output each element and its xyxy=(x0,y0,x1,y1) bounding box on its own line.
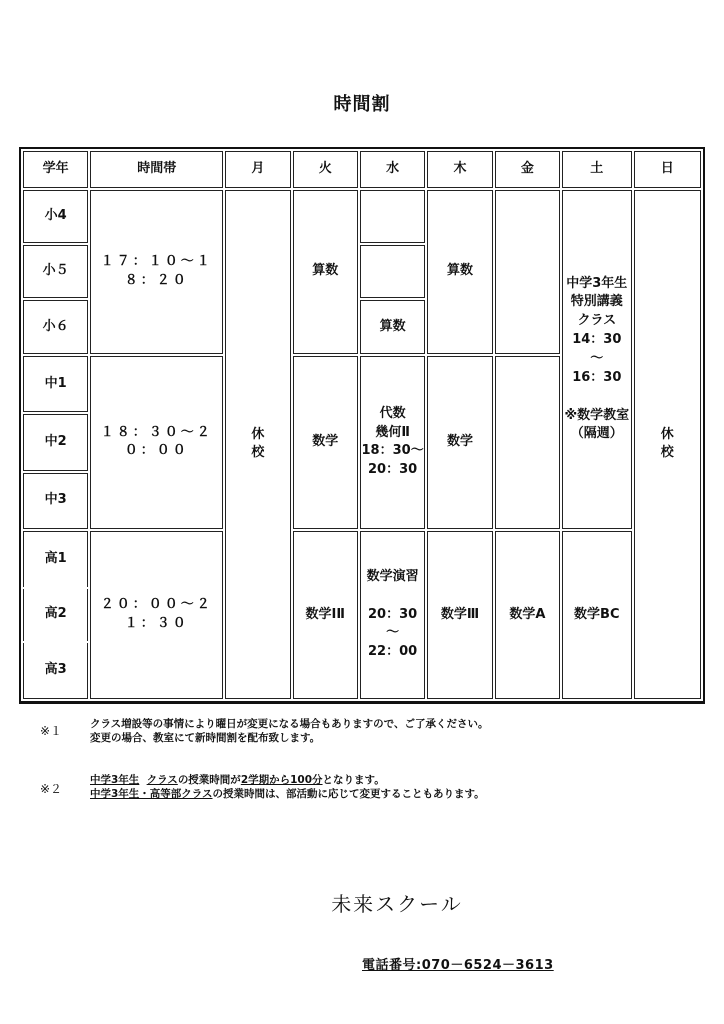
sunday-closed: 休 校 xyxy=(634,190,701,699)
sat-special: 中学3年生 特別講義 クラス 14：30 ～ 16：30 ※数学教室 （隔週） xyxy=(562,190,631,529)
monday-closed: 休 校 xyxy=(225,190,290,699)
time-elementary: １７：１０～１８：２０ xyxy=(90,190,223,354)
note-2-text: の授業時間が xyxy=(177,774,241,786)
grade-cell: 中3 xyxy=(23,473,88,529)
note-2-text: 中学3年生・高等部クラス xyxy=(90,788,213,801)
phone-number: 電話番号:070－6524－3613 xyxy=(362,958,554,973)
high-thu: 数学Ⅲ xyxy=(427,531,492,699)
elem-thu: 算数 xyxy=(427,190,492,354)
row-high-1 xyxy=(23,531,701,587)
note-1-line-2: 変更の場合、教室にて新時間割を配布致します。 xyxy=(90,732,321,745)
high-wed: 数学演習 20：30 ～ 22：00 xyxy=(360,531,425,699)
note-2 xyxy=(90,773,485,801)
mid-fri xyxy=(495,356,560,529)
note-1-line-1: クラス増設等の事情により曜日が変更になる場合もありますので、ご了承ください。 xyxy=(90,718,489,730)
header-sun: 日 xyxy=(634,151,701,188)
header-fri: 金 xyxy=(495,151,560,188)
grade-cell: 小4 xyxy=(23,190,88,243)
grade-cell: 小５ xyxy=(23,245,88,298)
page-title: 時間割 xyxy=(333,94,391,115)
header-tue: 火 xyxy=(293,151,358,188)
note-1-mark: ※１ xyxy=(40,724,63,738)
note-2-mark: ※２ xyxy=(40,782,63,796)
high-fri: 数学A xyxy=(495,531,560,699)
time-middle: １８：３０～２０：００ xyxy=(90,356,223,529)
header-mon: 月 xyxy=(225,151,290,188)
mid-wed: 代数 幾何Ⅱ 18：30～ 20：30 xyxy=(360,356,425,529)
grade-cell: 高1 xyxy=(23,531,88,587)
high-sat: 数学BC xyxy=(562,531,631,699)
elem-wed-2 xyxy=(360,245,425,298)
elem-tue: 算数 xyxy=(293,190,358,354)
header-thu: 木 xyxy=(427,151,492,188)
header-time: 時間帯 xyxy=(90,151,223,188)
grade-cell: 中1 xyxy=(23,356,88,412)
mid-tue: 数学 xyxy=(293,356,358,529)
note-2-text: 2学期から100分 xyxy=(240,774,323,786)
timetable xyxy=(19,147,705,704)
time-high: ２０：００～２１：３０ xyxy=(90,531,223,699)
grade-cell: 高3 xyxy=(23,643,88,699)
note-2-text: となります。 xyxy=(322,774,385,786)
header-sat: 土 xyxy=(562,151,631,188)
row-elem-4 xyxy=(23,190,701,243)
header-grade: 学年 xyxy=(23,151,88,188)
elem-wed-3: 算数 xyxy=(360,300,425,353)
grade-cell: 高2 xyxy=(23,589,88,640)
note-2-line-2 xyxy=(90,787,485,801)
note-2-text: の授業時間は、部活動に応じて変更することもあります。 xyxy=(212,788,485,801)
elem-fri xyxy=(495,190,560,354)
grade-cell: 小６ xyxy=(23,300,88,353)
grade-cell: 中2 xyxy=(23,414,88,470)
note-2-text: クラス xyxy=(146,774,178,786)
high-tue: 数学ⅠⅡ xyxy=(293,531,358,699)
note-1 xyxy=(90,717,488,745)
header-row xyxy=(23,151,701,188)
school-name: 未来スクール xyxy=(331,892,463,916)
header-wed: 水 xyxy=(360,151,425,188)
mid-thu: 数学 xyxy=(427,356,492,529)
elem-wed-1 xyxy=(360,190,425,243)
note-2-text: 中学3年生 xyxy=(90,774,140,786)
note-2-line-1 xyxy=(90,773,485,787)
